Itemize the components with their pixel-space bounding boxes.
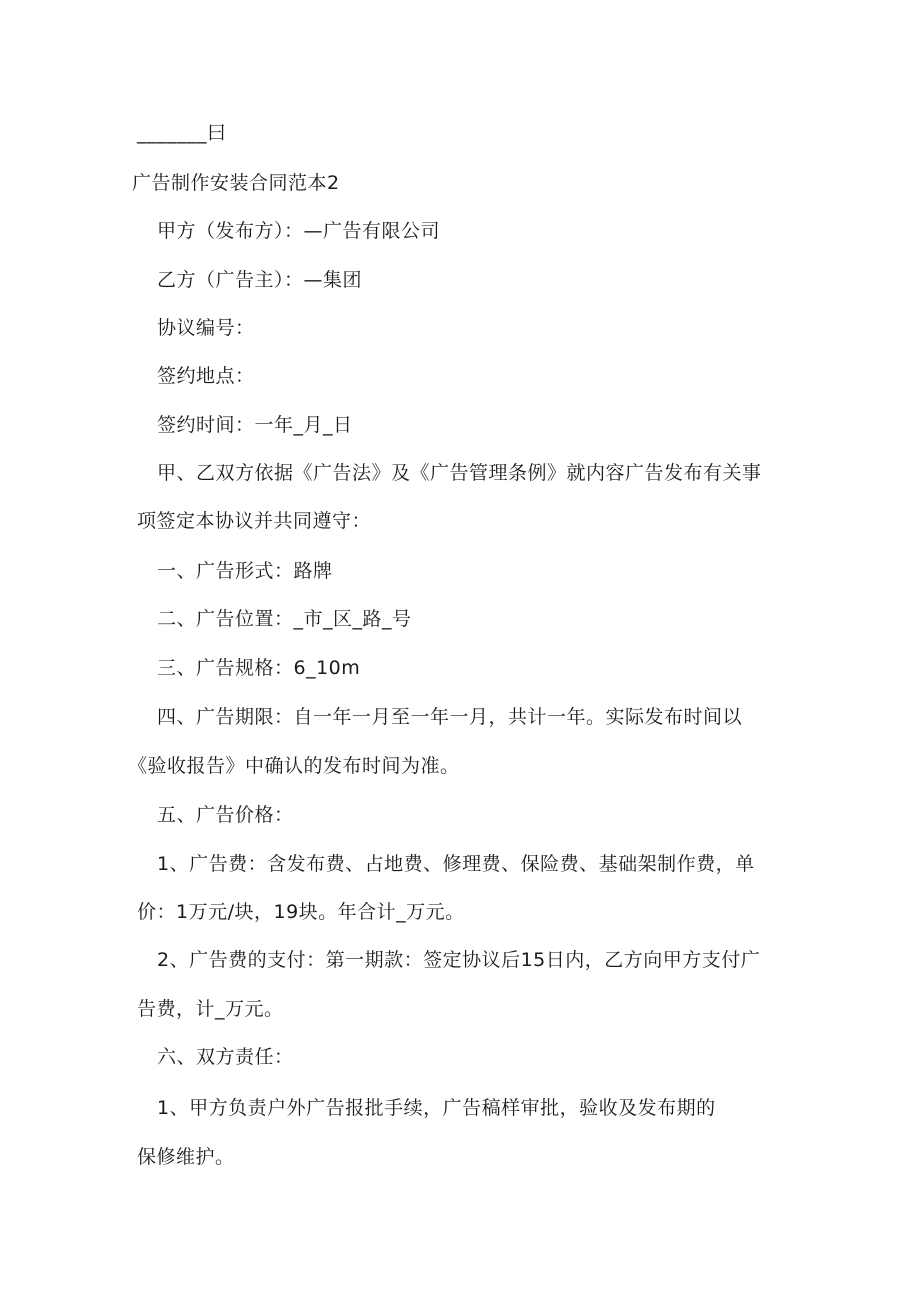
clause-6-1-line-1: 1、甲方负责户外广告报批手续，广告稿样审批，验收及发布期的	[157, 1097, 716, 1119]
signature-line: _______曰	[137, 122, 227, 144]
signing-time: 签约时间：一年_月_日	[157, 414, 353, 436]
signing-place: 签约地点：	[157, 365, 255, 387]
clause-5: 五、广告价格：	[157, 804, 294, 826]
party-b: 乙方（广告主）：—集团	[157, 269, 363, 291]
clause-5-1-line-1: 1、广告费：含发布费、占地费、修理费、保险费、基础架制作费，单	[157, 853, 755, 875]
clause-5-2-line-2: 告费，计_万元。	[137, 998, 284, 1020]
document-title: 广告制作安装合同范本2	[132, 172, 340, 194]
clause-1: 一、广告形式：路牌	[157, 560, 333, 582]
clause-5-2-line-1: 2、广告费的支付：第一期款：签定协议后15日内，乙方向甲方支付广	[157, 949, 761, 971]
clause-3: 三、广告规格：6_10m	[157, 657, 361, 679]
clause-6: 六、双方责任：	[157, 1046, 294, 1068]
clause-4-line-2: 《验收报告》中确认的发布时间为准。	[128, 755, 460, 777]
preamble-line-1: 甲、乙双方依据《广告法》及《广告管理条例》就内容广告发布有关事	[157, 462, 762, 484]
clause-2: 二、广告位置：_市_区_路_号	[157, 608, 412, 630]
clause-5-1-line-2: 价：1万元/块，19块。年合计_万元。	[137, 901, 465, 923]
party-a: 甲方（发布方）：—广告有限公司	[157, 220, 441, 242]
clause-6-1-line-2: 保修维护。	[137, 1146, 235, 1168]
agreement-number: 协议编号：	[157, 317, 255, 339]
preamble-line-2: 项签定本协议并共同遵守：	[137, 510, 372, 532]
clause-4-line-1: 四、广告期限：自一年一月至一年一月，共计一年。实际发布时间以	[157, 706, 743, 728]
